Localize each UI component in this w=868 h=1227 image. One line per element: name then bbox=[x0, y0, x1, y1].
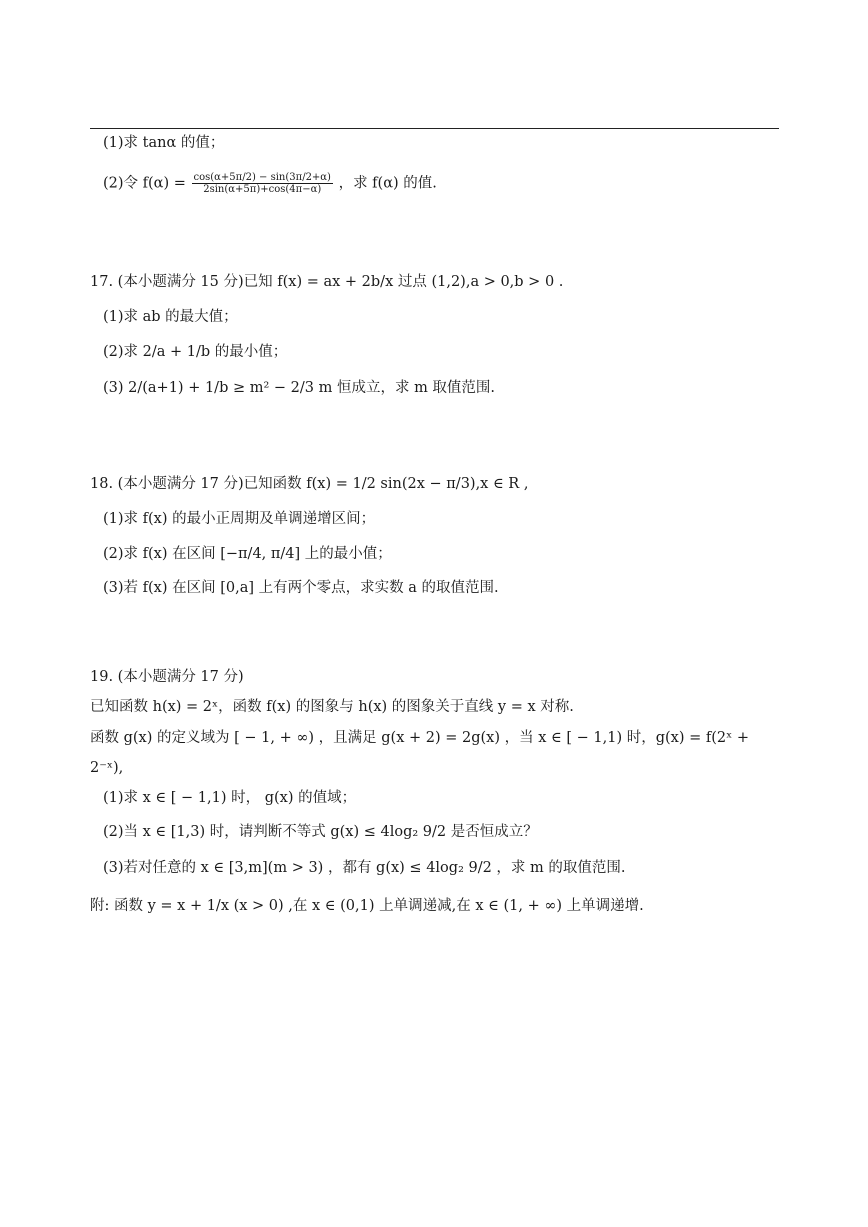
q19-heading: 19. (本小题满分 17 分) bbox=[90, 669, 244, 685]
q16-part1: (1)求 tanα 的值； bbox=[103, 135, 225, 151]
q19-line2: 函数 g(x) 的定义域为 [ − 1, + ∞) ，且满足 g(x + 2) = 2g(x) ，当 x ∈ [ − 1,1) 时，g(x) = f(2ˣ + bbox=[90, 730, 750, 746]
q17-part2: (2)求 2/a + 1/b 的最小值； bbox=[103, 344, 288, 360]
q16-part2-denominator: 2sin(α+5π)+cos(4π−α) bbox=[203, 184, 322, 195]
q16-part2-lead: (2)令 f(α) = bbox=[103, 175, 186, 192]
q16-part2 bbox=[103, 172, 437, 195]
q16-part2-tail: ，求 f(α) 的值. bbox=[338, 175, 437, 192]
q16-part2-fraction bbox=[192, 172, 333, 195]
q19-part2: (2)当 x ∈ [1,3) 时，请判断不等式 g(x) ≤ 4log₂ 9/2 是否恒成立？ bbox=[103, 824, 538, 840]
q17-part1: (1)求 ab 的最大值； bbox=[103, 309, 238, 325]
q19-part3: (3)若对任意的 x ∈ [3,m](m > 3) ，都有 g(x) ≤ 4log₂ 9/2 ，求 m 的取值范围. bbox=[103, 860, 626, 876]
q19-line1: 已知函数 h(x) = 2ˣ，函数 f(x) 的图象与 h(x) 的图象关于直线 y = x 对称. bbox=[90, 699, 574, 715]
q16-part2-numerator: cos(α+5π/2) − sin(3π/2+α) bbox=[193, 172, 331, 183]
q18-part2: (2)求 f(x) 在区间 [−π/4, π/4] 上的最小值； bbox=[103, 546, 392, 562]
q18-part1: (1)求 f(x) 的最小正周期及单调递增区间； bbox=[103, 511, 376, 527]
q19-part1: (1)求 x ∈ [ − 1,1) 时， g(x) 的值域； bbox=[103, 790, 357, 806]
q17-heading: 17. (本小题满分 15 分)已知 f(x) = ax + 2b/x 过点 (1,2),a > 0,b > 0 . bbox=[90, 274, 564, 290]
q18-heading: 18. (本小题满分 17 分)已知函数 f(x) = 1/2 sin(2x − π/3),x ∈ R , bbox=[90, 476, 529, 492]
q19-line3: 2⁻ˣ), bbox=[90, 760, 124, 776]
q18-part3: (3)若 f(x) 在区间 [0,a] 上有两个零点，求实数 a 的取值范围. bbox=[103, 580, 499, 596]
header-rule bbox=[90, 128, 779, 129]
q19-appendix-note: 附: 函数 y = x + 1/x (x > 0) ,在 x ∈ (0,1) 上单调递减,在 x ∈ (1, + ∞) 上单调递增. bbox=[90, 898, 644, 914]
q17-part3: (3) 2/(a+1) + 1/b ≥ m² − 2/3 m 恒成立，求 m 取值范围. bbox=[103, 380, 496, 396]
